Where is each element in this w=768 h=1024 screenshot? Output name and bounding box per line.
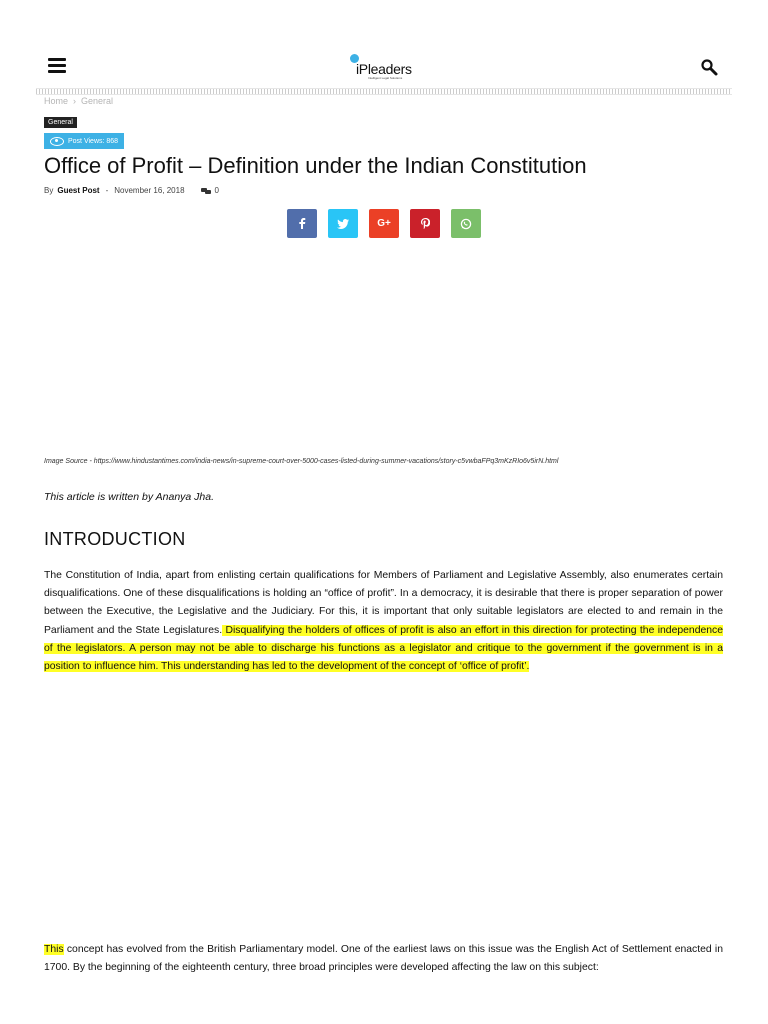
comments-count: 0 xyxy=(214,186,219,195)
comments-link[interactable] xyxy=(201,186,219,195)
whatsapp-icon xyxy=(460,218,472,230)
site-logo[interactable] xyxy=(346,54,426,86)
post-views-text: Post Views: 868 xyxy=(68,137,119,145)
pinterest-share-button[interactable] xyxy=(410,209,440,238)
twitter-share-button[interactable] xyxy=(328,209,358,238)
meta-separator: - xyxy=(105,186,109,195)
post-views-badge xyxy=(44,133,124,149)
hamburger-menu-icon[interactable] xyxy=(48,58,66,74)
breadcrumb xyxy=(44,96,113,106)
category-badge[interactable]: General xyxy=(44,117,77,128)
article-title: Office of Profit – Definition under the Indian Constitution xyxy=(44,153,587,178)
comment-icon xyxy=(201,187,211,195)
facebook-icon xyxy=(298,218,306,229)
highlighted-text: Disqualifying the holders of offices of profit is also an effort in this direction for protecting the independence of the legislators. A person may not be able to discharge his functions as a legislator and critique to the government if the government is in a position to influence him. This understanding has led to the development of the concept of ‘office of profit’. xyxy=(44,624,724,673)
logo-tagline: Intelligent Legal Solutions xyxy=(368,76,403,80)
highlighted-text: This xyxy=(44,944,64,955)
post-date: November 16, 2018 xyxy=(114,186,185,195)
google-plus-icon: G+ xyxy=(377,218,391,229)
paragraph-text: The Constitution of India, apart from enlisting certain qualifications for Members of Parliament and Legislative Assembly, also enumerates certain disqualifications. One of these disqualifications is holding an “office of profit”. In a democracy, it is desirable that there is proper separation of power between the Executive, the Legislative and the Judiciary. For this, it is important that only suitable legislators are elected to and remain in the Parliament and the State Legislatures. xyxy=(44,570,723,636)
site-header xyxy=(36,48,732,88)
pinterest-icon xyxy=(421,218,430,229)
header-divider xyxy=(36,88,732,95)
logo-text: iPleaders xyxy=(356,61,412,77)
twitter-icon xyxy=(337,219,349,229)
share-buttons xyxy=(287,209,481,238)
intro-paragraph xyxy=(44,567,723,676)
facebook-share-button[interactable] xyxy=(287,209,317,238)
breadcrumb-separator: › xyxy=(73,96,77,106)
author-link[interactable]: Guest Post xyxy=(57,186,100,195)
history-paragraph xyxy=(44,941,723,977)
introduction-heading: INTRODUCTION xyxy=(44,529,186,549)
paragraph-text: concept has evolved from the British Parliamentary model. One of the earliest laws on this issue was the English Act of Settlement enacted in 1700. By the beginning of the eighteenth century, three broad principles were developed affecting the law on this subject: xyxy=(44,944,723,974)
by-label: By xyxy=(44,186,54,195)
eye-icon xyxy=(50,137,64,146)
search-icon[interactable] xyxy=(700,58,720,78)
breadcrumb-general[interactable]: General xyxy=(81,96,114,106)
article-meta xyxy=(44,186,219,195)
image-source-caption: Image Source - https://www.hindustantimes.com/india-news/in-supreme-court-over-5000-cases-listed-during-summer-vacations/story-c5vwbaFPq3mKzRIo6v5irN.html xyxy=(44,458,559,465)
google-plus-share-button[interactable] xyxy=(369,209,399,238)
breadcrumb-home[interactable]: Home xyxy=(44,96,69,106)
whatsapp-share-button[interactable] xyxy=(451,209,481,238)
article-byline: This article is written by Ananya Jha. xyxy=(44,491,215,503)
